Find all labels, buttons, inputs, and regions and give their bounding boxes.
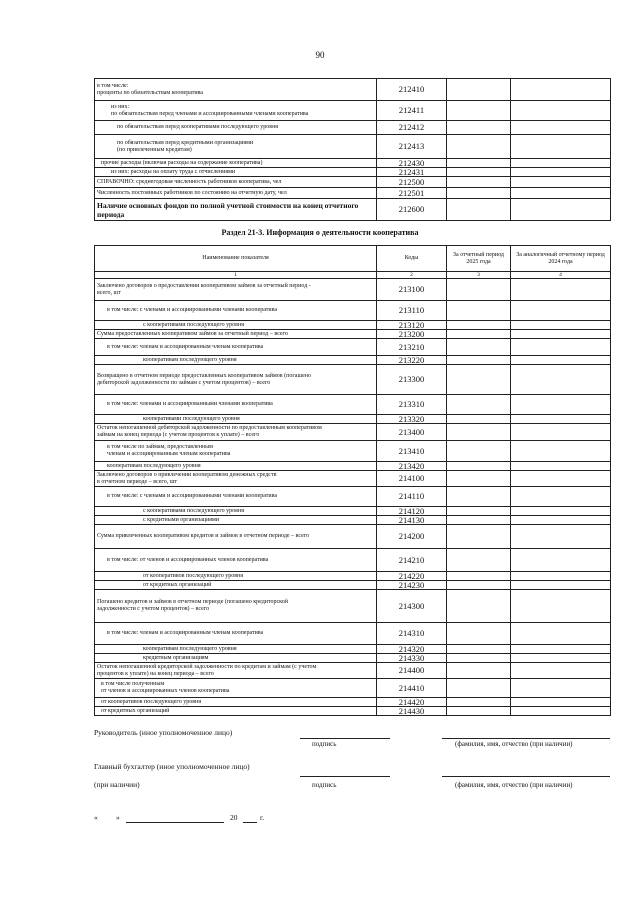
value-cell-prev[interactable] [511,121,611,135]
value-cell-current[interactable] [447,101,511,121]
table-row [95,365,611,395]
table-row [95,199,611,221]
value-cell-current[interactable] [447,199,511,221]
value-cell-prev[interactable] [511,679,611,698]
head-name-line [442,738,610,739]
date-year-suffix: г. [260,813,265,822]
row-label: в том числе: членами и ассоциированными членами кооператива [95,395,377,415]
value-cell-current[interactable] [447,462,511,471]
head-label: Руководитель (иное уполномоченное лицо) [94,728,233,737]
value-cell-prev[interactable] [511,572,611,581]
value-cell-prev[interactable] [511,707,611,716]
value-cell-prev[interactable] [511,462,611,471]
row-label: Сумма привлеченных кооперативом кредитов и займов в отчетном периоде – всего [95,525,377,549]
value-cell-prev[interactable] [511,623,611,645]
table-row [95,487,611,507]
value-cell-prev[interactable] [511,365,611,395]
row-label: кооперативам последующего уровня [95,645,377,654]
row-label: кредитным организациям [95,654,377,663]
value-cell-prev[interactable] [511,321,611,330]
value-cell-current[interactable] [447,135,511,159]
value-cell-prev[interactable] [511,101,611,121]
value-cell-current[interactable] [447,177,511,188]
header-name: Наименование показателя [95,246,377,272]
row-code: 214210 [377,549,447,572]
row-label: по обязательствам перед кредитными организациями (по привлеченным кредитам) [95,135,377,159]
row-code: 212410 [377,79,447,101]
row-code: 214420 [377,698,447,707]
value-cell-current[interactable] [447,188,511,199]
row-code: 214220 [377,572,447,581]
value-cell-current[interactable] [447,525,511,549]
table-row [95,121,611,135]
date-close-quote: » [116,813,120,822]
header-period-current: За отчетный период 2025 года [447,246,511,272]
table-row [95,471,611,487]
value-cell-prev[interactable] [511,590,611,623]
table-row [95,168,611,177]
row-label: с кооперативами последующего уровня [95,321,377,330]
accountant-name-caption: (фамилия, имя, отчество (при наличии) [455,781,573,789]
row-label: в том числе: членам и ассоциированным членам кооператива [95,339,377,356]
table-row [95,507,611,516]
value-cell-current[interactable] [447,159,511,168]
table-header-row [95,246,611,272]
row-label: в том числе: от членов и ассоциированных членов кооператива [95,549,377,572]
table-row [95,415,611,424]
row-label: СПРАВОЧНО: среднегодовая численность работников кооператива, чел [95,177,377,188]
row-code: 214230 [377,581,447,590]
value-cell-prev[interactable] [511,177,611,188]
column-number-2: 2 [377,272,447,279]
value-cell-current[interactable] [447,79,511,101]
row-label: из них: по обязательствам перед членами и ассоциированными членами кооператива [95,101,377,121]
page-number: 90 [315,50,325,60]
row-label: Наличие основных фондов по полной учетной стоимости на конец отчетного периода [95,199,377,221]
row-label: кооперативами последующего уровня [95,415,377,424]
row-code: 214400 [377,663,447,679]
value-cell-current[interactable] [447,623,511,645]
row-label: от кооперативов последующего уровня [95,698,377,707]
table-row [95,525,611,549]
value-cell-current[interactable] [447,679,511,698]
date-open-quote: « [94,813,98,822]
table-row [95,395,611,415]
table-row [95,101,611,121]
value-cell-current[interactable] [447,516,511,525]
table-row [95,177,611,188]
value-cell-prev[interactable] [511,415,611,424]
accountant-signature-caption: подпись [312,781,337,789]
row-code: 212412 [377,121,447,135]
value-cell-prev[interactable] [511,79,611,101]
row-label: в том числе по займам, предоставленным членам и ассоциированным членам кооператива [95,441,377,462]
value-cell-current[interactable] [447,415,511,424]
row-code: 214130 [377,516,447,525]
table-row [95,707,611,716]
table-row [95,663,611,679]
value-cell-prev[interactable] [511,507,611,516]
row-code: 213120 [377,321,447,330]
row-label: от кооперативов последующего уровня [95,572,377,581]
table-row [95,301,611,321]
table-row [95,654,611,663]
value-cell-current[interactable] [447,581,511,590]
row-label: по обязательствам перед кооперативами последующего уровня [95,121,377,135]
table-row [95,339,611,356]
row-code: 213400 [377,424,447,441]
column-number-3: 3 [447,272,511,279]
value-cell-prev[interactable] [511,395,611,415]
value-cell-current[interactable] [447,663,511,679]
column-number-1: 1 [95,272,377,279]
row-code: 212500 [377,177,447,188]
row-label: Возвращено в отчетном периоде предоставленных кооперативом займов (погашено дебиторской задолженности по займам с учетом процентов) – всего [95,365,377,395]
table-row [95,590,611,623]
row-code: 212413 [377,135,447,159]
date-year-line [243,822,257,823]
table-row [95,441,611,462]
row-label: от кредитных организаций [95,581,377,590]
value-cell-prev[interactable] [511,663,611,679]
row-code: 213100 [377,279,447,301]
row-label: Заключено договоров о привлечении кооперативом денежных средств в отчетном периоде – всего, шт [95,471,377,487]
table-row [95,79,611,101]
value-cell-current[interactable] [447,356,511,365]
head-name-caption: (фамилия, имя, отчество (при наличии) [455,740,573,748]
value-cell-current[interactable] [447,707,511,716]
row-code: 214100 [377,471,447,487]
value-cell-prev[interactable] [511,516,611,525]
row-label: Погашено кредитов и займов в отчетном периоде (погашено кредиторской задолженности с учетом процентов) – всего [95,590,377,623]
value-cell-current[interactable] [447,645,511,654]
row-code: 213210 [377,339,447,356]
row-label: кооперативам последующего уровня [95,462,377,471]
row-label: Сумма предоставленных кооперативом займов за отчетный период – всего [95,330,377,339]
value-cell-prev[interactable] [511,441,611,462]
row-label: в том числе полученным от членов и ассоциированных членов кооператива [95,679,377,698]
value-cell-current[interactable] [447,549,511,572]
value-cell-prev[interactable] [511,135,611,159]
table-row [95,645,611,654]
table-row [95,581,611,590]
column-number-4: 4 [511,272,611,279]
accountant-label-2: (при наличии) [94,780,140,789]
row-label: от кредитных организаций [95,707,377,716]
value-cell-current[interactable] [447,339,511,356]
row-code: 212431 [377,168,447,177]
value-cell-prev[interactable] [511,279,611,301]
row-label: в том числе: с членами и ассоциированными членами кооператива [95,301,377,321]
value-cell-current[interactable] [447,698,511,707]
head-signature-caption: подпись [312,740,337,748]
row-code: 214330 [377,654,447,663]
value-cell-prev[interactable] [511,168,611,177]
table-row [95,135,611,159]
value-cell-prev[interactable] [511,581,611,590]
accountant-label: Главный бухгалтер (иное уполномоченное лицо) [94,762,250,771]
row-code: 213420 [377,462,447,471]
accountant-name-line [442,776,610,777]
table-row [95,572,611,581]
value-cell-prev[interactable] [511,698,611,707]
row-label: в том числе: членам и ассоциированным членам кооператива [95,623,377,645]
date-line [126,822,224,823]
row-code: 213200 [377,330,447,339]
section-title: Раздел 21-3. Информация о деятельности кооператива [221,228,419,237]
value-cell-current[interactable] [447,121,511,135]
accountant-signature-line [300,776,390,777]
row-code: 212430 [377,159,447,168]
value-cell-current[interactable] [447,507,511,516]
table-row [95,330,611,339]
value-cell-prev[interactable] [511,654,611,663]
value-cell-prev[interactable] [511,356,611,365]
value-cell-current[interactable] [447,279,511,301]
table-row [95,424,611,441]
table-row [95,516,611,525]
value-cell-prev[interactable] [511,199,611,221]
value-cell-prev[interactable] [511,301,611,321]
value-cell-current[interactable] [447,365,511,395]
table-row [95,159,611,168]
value-cell-prev[interactable] [511,471,611,487]
row-code: 213310 [377,395,447,415]
value-cell-prev[interactable] [511,525,611,549]
row-label: из них: расходы на оплату труда с отчислениями [95,168,377,177]
row-label: кооперативам последующего уровня [95,356,377,365]
value-cell-current[interactable] [447,395,511,415]
value-cell-current[interactable] [447,301,511,321]
row-label: прочие расходы (включая расходы на содержание кооператива) [95,159,377,168]
row-code: 213110 [377,301,447,321]
column-number-row [95,272,611,279]
value-cell-current[interactable] [447,654,511,663]
row-code: 212501 [377,188,447,199]
value-cell-current[interactable] [447,321,511,330]
indicators-table-top [94,78,611,221]
value-cell-prev[interactable] [511,424,611,441]
table-row [95,279,611,301]
row-code: 214300 [377,590,447,623]
row-code: 213320 [377,415,447,424]
row-code: 214430 [377,707,447,716]
row-code: 214200 [377,525,447,549]
value-cell-current[interactable] [447,168,511,177]
row-code: 212411 [377,101,447,121]
table-row [95,679,611,698]
row-label: в том числе: проценты по обязательствам кооператива [95,79,377,101]
value-cell-current[interactable] [447,572,511,581]
value-cell-prev[interactable] [511,487,611,507]
table-row [95,462,611,471]
row-label: Заключено договоров о предоставлении кооперативом займов за отчетный период - всего, шт [95,279,377,301]
table-row [95,698,611,707]
head-signature-line [300,738,390,739]
value-cell-current[interactable] [447,487,511,507]
value-cell-prev[interactable] [511,645,611,654]
table-row [95,188,611,199]
value-cell-prev[interactable] [511,188,611,199]
row-code: 213300 [377,365,447,395]
value-cell-prev[interactable] [511,330,611,339]
row-code: 213410 [377,441,447,462]
row-code: 212600 [377,199,447,221]
cooperative-activity-table [94,245,611,716]
value-cell-current[interactable] [447,441,511,462]
table-row [95,549,611,572]
value-cell-prev[interactable] [511,159,611,168]
date-year-prefix: 20 [230,813,238,822]
table-row [95,321,611,330]
value-cell-current[interactable] [447,424,511,441]
value-cell-current[interactable] [447,590,511,623]
row-code: 214110 [377,487,447,507]
row-code: 214120 [377,507,447,516]
value-cell-prev[interactable] [511,549,611,572]
header-code: Коды [377,246,447,272]
table-row [95,623,611,645]
value-cell-current[interactable] [447,471,511,487]
row-label: Остаток непогашенной кредиторской задолженности по кредитам и займам (с учетом процентов к уплате) на конец периода – всего [95,663,377,679]
row-label: Численность постоянных работников по состоянию на отчетную дату, чел [95,188,377,199]
table-row [95,356,611,365]
row-code: 214320 [377,645,447,654]
header-period-prev: За аналогичный отчетному период 2024 года [511,246,611,272]
value-cell-current[interactable] [447,330,511,339]
row-label: с кредитными организациями [95,516,377,525]
row-label: с кооперативами последующего уровня [95,507,377,516]
row-code: 214310 [377,623,447,645]
value-cell-prev[interactable] [511,339,611,356]
row-code: 213220 [377,356,447,365]
row-label: в том числе: с членами и ассоциированными членами кооператива [95,487,377,507]
row-code: 214410 [377,679,447,698]
row-label: Остаток непогашенной дебиторской задолженности по предоставленным кооперативом займам на конец периода (с учетом процентов к уплате) – всего [95,424,377,441]
